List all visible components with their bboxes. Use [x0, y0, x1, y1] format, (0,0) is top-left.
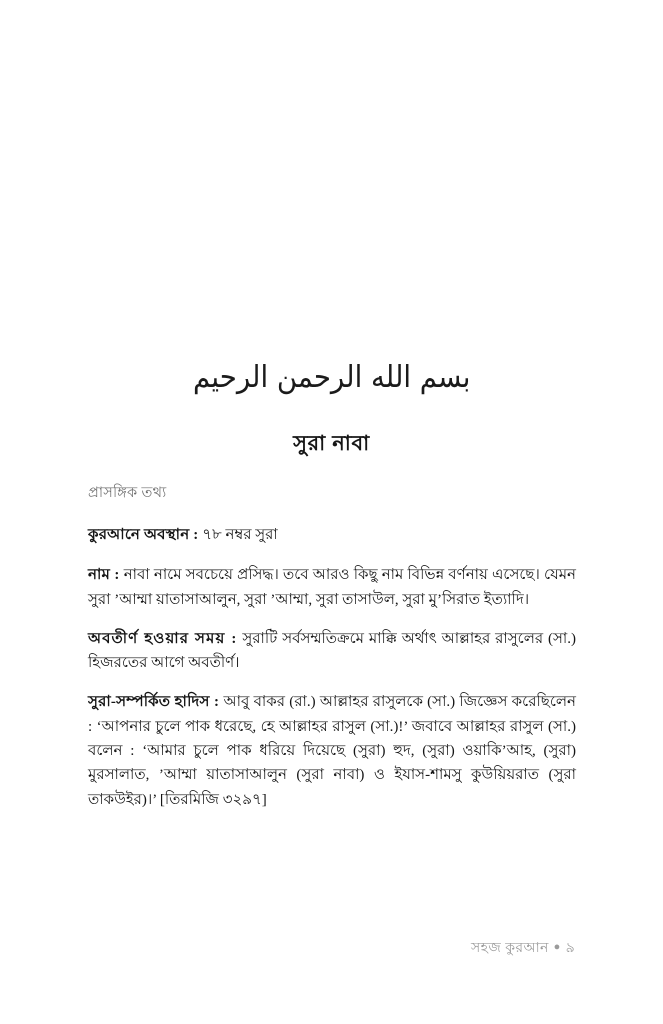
- entry-name: [88, 563, 576, 612]
- body-content: [88, 482, 576, 812]
- page-footer: [0, 936, 575, 960]
- entry-related-hadith: [88, 690, 576, 811]
- bismillah-block: [0, 352, 663, 408]
- entry-lead: কুরআনে অবস্থান :: [88, 527, 199, 543]
- entry-text: নাবা নামে সবচেয়ে প্রসিদ্ধ। তবে আরও কিছু নাম বিভিন্ন বর্ণনায় এসেছে। যেমন সুরা ’আম্মা য়াতাসাআলুন, সুরা ’আম্মা, সুরা তাসাউল, সুরা মু’সিরাত ইত্যাদি।: [88, 567, 576, 608]
- entry-text: সুরাটি সর্বসম্মতিক্রমে মাক্কি অর্থাৎ আল্লাহর রাসুলের (সা.) হিজরতের আগে অবতীর্ণ।: [88, 630, 576, 672]
- footer-book-title: সহজ কুরআন: [471, 939, 549, 955]
- entry-text: আবু বাকর (রা.) আল্লাহর রাসুলকে (সা.) জিজ্ঞেস করেছিলেন : ‘আপনার চুলে পাক ধরেছে, হে আল্লাহর রাসুল (সা.)!’ জবাবে আল্লাহর রাসুল (সা.) বলেন : ‘আমার চুলে পাক ধরিয়ে দিয়েছে (সুরা) হুদ, (সুরা) ওয়াকি’আহ, (সুরা) মুরসালাত, ’আম্মা য়াতাসাআলুন (সুরা নাবা) ও ইযাস-শামসু কুউয়িয়রাত (সুরা তাকউইর)।’ [তিরমিজি ৩২৯৭]: [88, 694, 576, 808]
- footer-page-number: ৯: [565, 939, 575, 955]
- entry-text: ৭৮ নম্বর সুরা: [198, 527, 278, 543]
- entry-lead: নাম :: [88, 567, 120, 584]
- entry-lead: সুরা-সম্পর্কিত হাদিস :: [88, 694, 220, 711]
- entry-lead: অবতীর্ণ হওয়ার সময় :: [88, 630, 238, 647]
- footer-separator-icon: ●: [553, 941, 561, 953]
- section-label: প্রাসঙ্গিক তথ্য: [88, 485, 167, 501]
- page-title: সুরা নাবা: [293, 432, 370, 456]
- entry-quran-position: [88, 523, 576, 547]
- entry-revelation-time: [88, 627, 576, 676]
- bismillah-calligraphy-icon: بسم الله الرحمن الرحيم: [192, 360, 471, 395]
